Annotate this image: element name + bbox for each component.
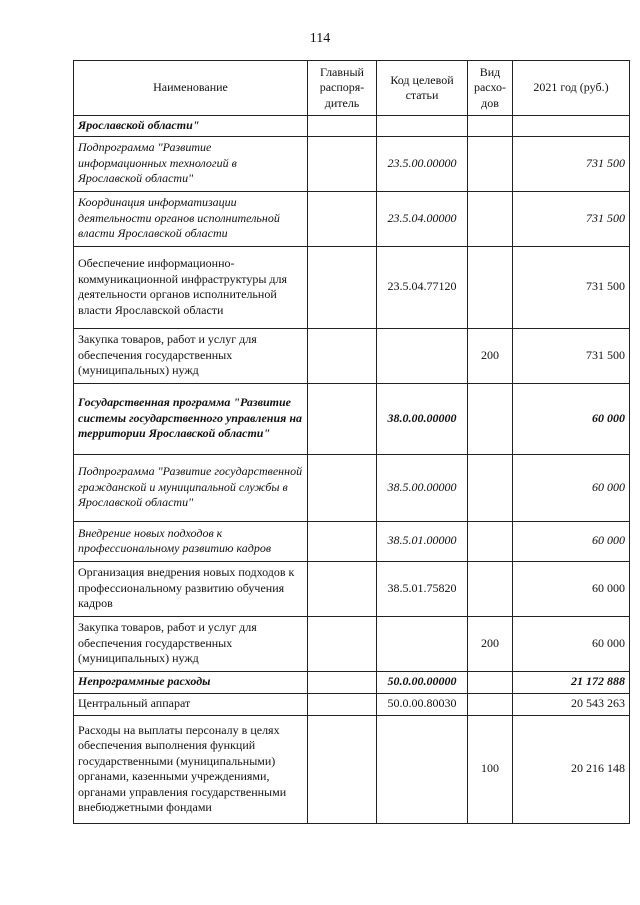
- row-code: [377, 116, 468, 137]
- row-amount: 60 000: [513, 383, 630, 454]
- row-code: [377, 715, 468, 823]
- row-code: 38.0.00.00000: [377, 383, 468, 454]
- row-name: Закупка товаров, работ и услуг для обеспечения государственных (муниципальных) нужд: [74, 328, 308, 383]
- row-code: 38.5.01.00000: [377, 521, 468, 561]
- row-admin: [308, 246, 377, 328]
- table-row: [74, 116, 630, 137]
- row-type: 200: [468, 328, 513, 383]
- row-amount: 20 543 263: [513, 693, 630, 715]
- table-row: [74, 246, 630, 328]
- row-name: Центральный аппарат: [74, 693, 308, 715]
- row-admin: [308, 136, 377, 191]
- row-name: Внедрение новых подходов к профессиональному развитию кадров: [74, 521, 308, 561]
- table-body: [74, 116, 630, 824]
- table-row: [74, 136, 630, 191]
- row-amount: [513, 116, 630, 137]
- table-row: [74, 561, 630, 616]
- row-admin: [308, 693, 377, 715]
- row-type: 200: [468, 616, 513, 671]
- row-name: Ярославской области": [74, 116, 308, 137]
- row-admin: [308, 454, 377, 521]
- row-name: Подпрограмма "Развитие информационных технологий в Ярославской области": [74, 136, 308, 191]
- table-row: [74, 191, 630, 246]
- header-code: Код целевой статьи: [377, 61, 468, 116]
- row-type: [468, 454, 513, 521]
- row-name: Непрограммные расходы: [74, 671, 308, 693]
- row-admin: [308, 671, 377, 693]
- table-row: [74, 671, 630, 693]
- row-amount: 20 216 148: [513, 715, 630, 823]
- table-row: [74, 693, 630, 715]
- row-admin: [308, 116, 377, 137]
- row-admin: [308, 616, 377, 671]
- row-amount: 60 000: [513, 454, 630, 521]
- row-type: [468, 191, 513, 246]
- row-type: [468, 521, 513, 561]
- row-name: Обеспечение информационно-коммуникационной инфраструктуры для деятельности органов исполнительной власти Ярославской области: [74, 246, 308, 328]
- table-row: [74, 383, 630, 454]
- header-amount: 2021 год (руб.): [513, 61, 630, 116]
- row-code: [377, 328, 468, 383]
- row-name: Подпрограмма "Развитие государственной гражданской и муниципальной службы в Ярославской области": [74, 454, 308, 521]
- row-amount: 60 000: [513, 521, 630, 561]
- row-name: Координация информатизации деятельности органов исполнительной власти Ярославской области: [74, 191, 308, 246]
- table-row: [74, 715, 630, 823]
- row-code: 38.5.00.00000: [377, 454, 468, 521]
- row-amount: 60 000: [513, 561, 630, 616]
- table-row: [74, 616, 630, 671]
- header-name: Наименование: [74, 61, 308, 116]
- row-code: 23.5.00.00000: [377, 136, 468, 191]
- row-amount: 21 172 888: [513, 671, 630, 693]
- table-row: [74, 328, 630, 383]
- row-type: 100: [468, 715, 513, 823]
- row-type: [468, 383, 513, 454]
- page-number: 114: [309, 31, 331, 46]
- row-admin: [308, 561, 377, 616]
- row-admin: [308, 715, 377, 823]
- row-name: Государственная программа "Развитие системы государственного управления на территории Ярославской области": [74, 383, 308, 454]
- row-code: [377, 616, 468, 671]
- row-admin: [308, 383, 377, 454]
- row-name: Расходы на выплаты персоналу в целях обеспечения выполнения функций государственными (муниципальными) органами, казенными учреждениями, органами управления государственными внебюджетными фондами: [74, 715, 308, 823]
- row-type: [468, 693, 513, 715]
- row-code: 23.5.04.00000: [377, 191, 468, 246]
- row-amount: 731 500: [513, 191, 630, 246]
- row-code: 38.5.01.75820: [377, 561, 468, 616]
- row-name: Организация внедрения новых подходов к профессиональному развитию обучения кадров: [74, 561, 308, 616]
- row-type: [468, 116, 513, 137]
- row-admin: [308, 191, 377, 246]
- row-type: [468, 136, 513, 191]
- row-amount: 731 500: [513, 136, 630, 191]
- row-amount: 60 000: [513, 616, 630, 671]
- header-type: Вид расхо-дов: [468, 61, 513, 116]
- row-type: [468, 671, 513, 693]
- row-amount: 731 500: [513, 246, 630, 328]
- budget-table: [73, 60, 630, 824]
- row-code: 50.0.00.80030: [377, 693, 468, 715]
- header-row: [74, 61, 630, 116]
- header-admin: Главный распоря-дитель: [308, 61, 377, 116]
- table-row: [74, 521, 630, 561]
- row-code: 23.5.04.77120: [377, 246, 468, 328]
- row-admin: [308, 521, 377, 561]
- row-code: 50.0.00.00000: [377, 671, 468, 693]
- row-name: Закупка товаров, работ и услуг для обеспечения государственных (муниципальных) нужд: [74, 616, 308, 671]
- table-row: [74, 454, 630, 521]
- row-amount: 731 500: [513, 328, 630, 383]
- row-admin: [308, 328, 377, 383]
- row-type: [468, 561, 513, 616]
- row-type: [468, 246, 513, 328]
